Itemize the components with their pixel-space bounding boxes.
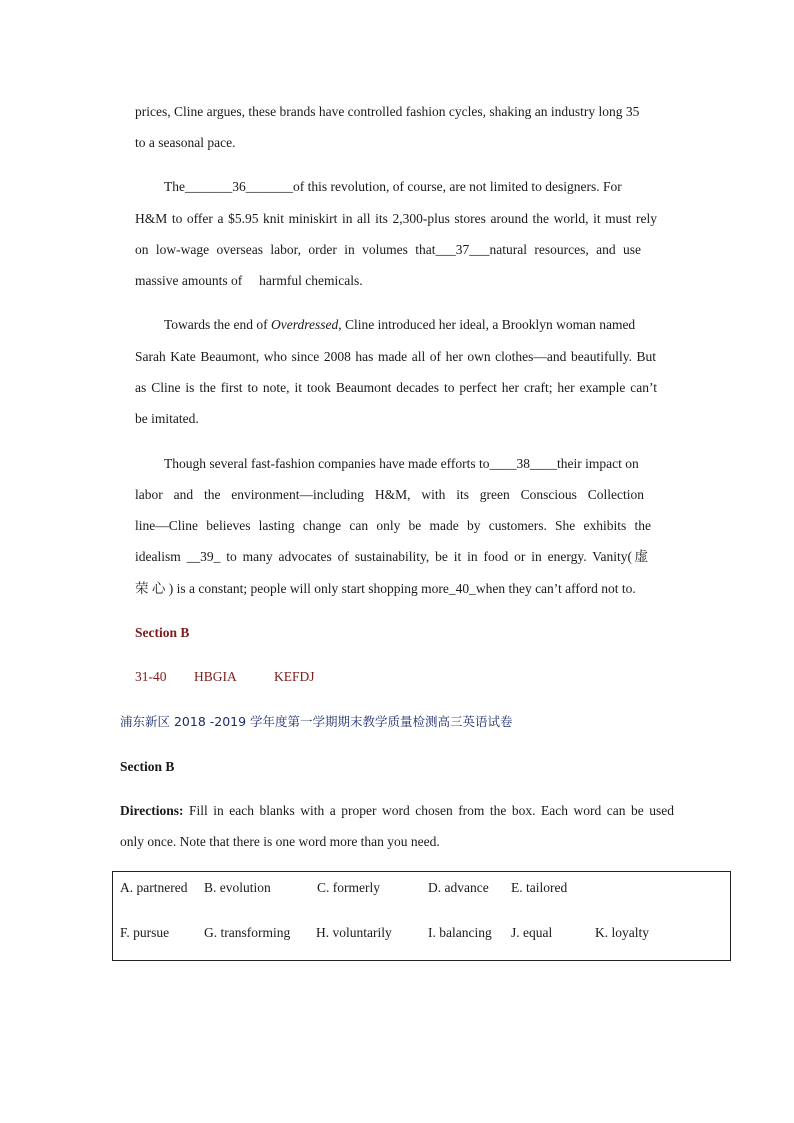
word-option: K. loyalty [595, 925, 649, 940]
passage-line: H&M to offer a $5.95 knit miniskirt in all its 2,300-plus stores around the world, it must rely [135, 211, 657, 226]
word-option: J. equal [511, 925, 553, 940]
passage-line: labor and the environment—including H&M, with its green Conscious Collection [135, 487, 644, 502]
passage-text: Towards the end of [164, 317, 272, 332]
word-box [112, 871, 731, 961]
answers-heading: Section B [135, 625, 190, 640]
passage-line: on low-wage overseas labor, order in volumes that___37___natural resources, and use [135, 242, 641, 257]
section-heading: Section B [120, 759, 175, 774]
passage-line: to a seasonal pace. [135, 135, 236, 150]
passage-line: as Cline is the first to note, it took Beaumont decades to perfect her craft; her example can’t [135, 380, 657, 395]
word-option: A. partnered [120, 880, 188, 895]
passage-line [164, 316, 635, 334]
directions-line [120, 802, 674, 820]
word-option: E. tailored [511, 880, 568, 895]
book-title: Overdressed [271, 317, 339, 332]
passage-line: Sarah Kate Beaumont, who since 2008 has made all of her own clothes—and beautifully. But [135, 349, 656, 364]
word-option: F. pursue [120, 925, 170, 940]
passage-line: line—Cline believes lasting change can only be made by customers. She exhibits the [135, 518, 651, 533]
passage-text: , Cline introduced her ideal, a Brooklyn woman named [338, 317, 636, 332]
directions-label: Directions: [120, 803, 184, 818]
word-option: D. advance [428, 880, 489, 895]
directions-line: only once. Note that there is one word more than you need. [120, 834, 440, 849]
answers-range: 31-40 [135, 669, 167, 684]
passage-line: be imitated. [135, 411, 199, 426]
exam-title: 浦东新区 2018 -2019 学年度第一学期期末教学质量检测高三英语试卷 [120, 714, 513, 729]
directions-text: Fill in each blanks with a proper word chosen from the box. Each word can be used [183, 803, 674, 818]
passage-line: idealism __39_ to many advocates of sustainability, be it in food or in energy. Vanity(虚 [135, 549, 648, 564]
passage-line: massive amounts of harmful chemicals. [135, 273, 363, 288]
word-option: H. voluntarily [316, 925, 392, 940]
passage-line: 荣 心 ) is a constant; people will only start shopping more_40_when they can’t afford not to. [135, 581, 636, 596]
word-option: I. balancing [428, 925, 492, 940]
passage-line: prices, Cline argues, these brands have controlled fashion cycles, shaking an industry long 35 [135, 104, 640, 119]
passage-line: Though several fast-fashion companies have made efforts to____38____their impact on [164, 456, 639, 471]
passage-line: The_______36_______of this revolution, of course, are not limited to designers. For [164, 179, 622, 194]
answers-group-1: HBGIA [194, 669, 237, 684]
word-option: C. formerly [317, 880, 380, 895]
word-option: G. transforming [204, 925, 291, 940]
answers-group-2: KEFDJ [274, 669, 315, 684]
word-option: B. evolution [204, 880, 271, 895]
